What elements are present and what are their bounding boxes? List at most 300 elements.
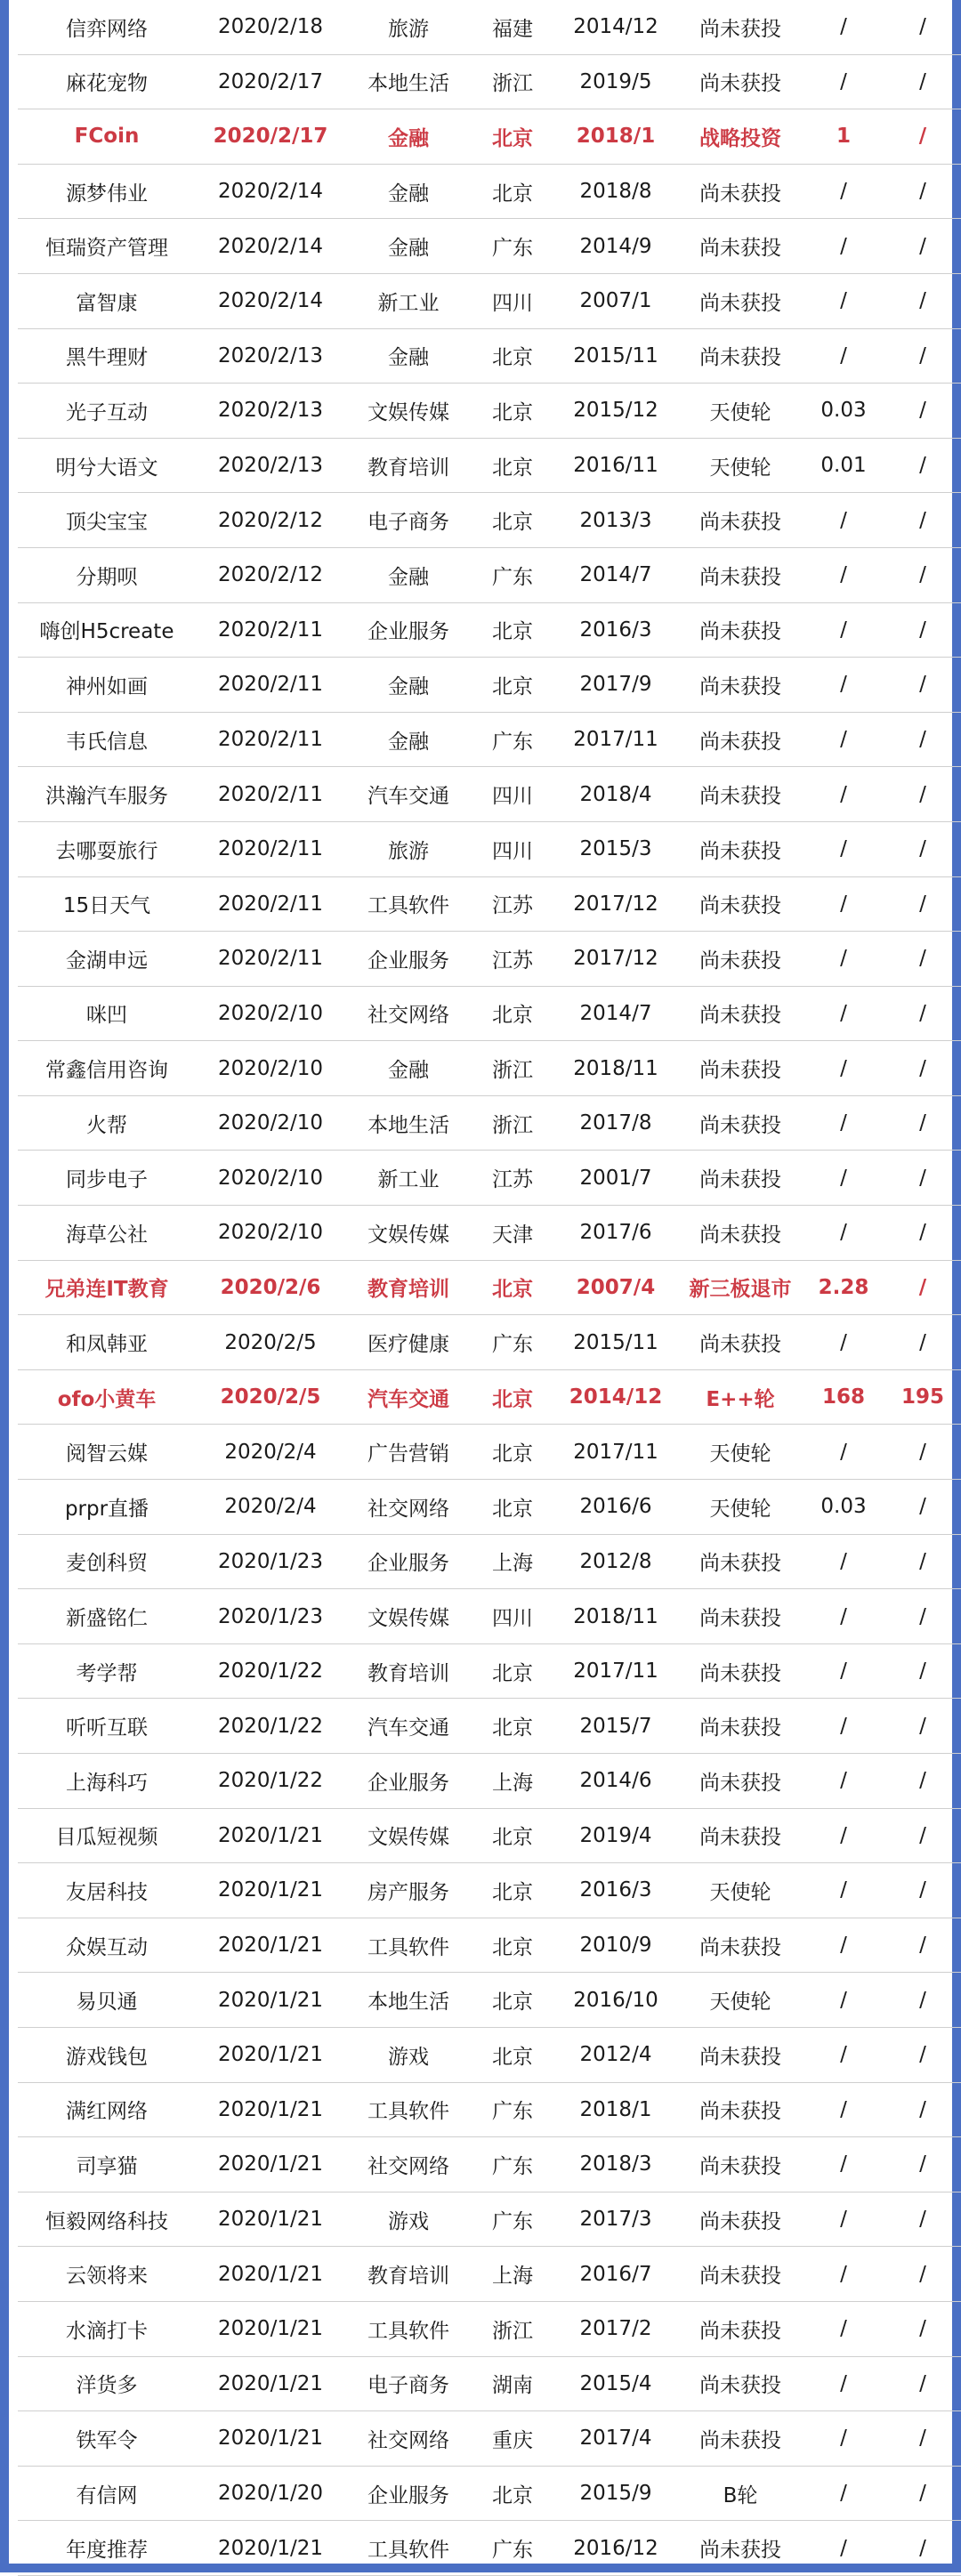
table-row	[18, 0, 961, 55]
founded-cell: 2015/7	[579, 1714, 652, 1738]
date-cell: 2020/2/14	[218, 234, 323, 258]
company-table	[18, 0, 961, 2576]
province-cell: 北京	[492, 1880, 533, 1904]
province-cell: 上海	[492, 2265, 533, 2289]
valuation-cell: /	[919, 1988, 926, 2012]
founded-cell: 2017/11	[573, 728, 658, 752]
valuation-cell: /	[919, 618, 926, 642]
date-cell: 2020/1/21	[218, 2427, 323, 2451]
founded-cell: 2001/7	[579, 1166, 652, 1190]
amount-cell: /	[840, 1988, 847, 2012]
company-name-cell: 海草公社	[66, 1223, 148, 1247]
founded-cell: 2016/10	[573, 1988, 658, 2012]
founded-cell: 2015/3	[579, 837, 652, 861]
company-name-cell: 司享猫	[76, 2154, 138, 2178]
funding-round-cell: 尚未获投	[699, 1552, 781, 1576]
industry-cell: 文娱传媒	[367, 1826, 449, 1850]
table-row	[18, 1535, 961, 1590]
funding-round-cell: 尚未获投	[699, 620, 781, 644]
province-cell: 广东	[492, 565, 533, 589]
company-name-cell: 年度推荐	[66, 2539, 148, 2563]
funding-round-cell: 天使轮	[709, 1991, 771, 2015]
amount-cell: /	[840, 892, 847, 916]
table-row	[18, 2192, 961, 2248]
valuation-cell: /	[919, 234, 926, 258]
date-cell: 2020/2/11	[218, 837, 323, 861]
province-cell: 北京	[492, 182, 533, 206]
funding-round-cell: 尚未获投	[699, 730, 781, 754]
funding-round-cell: 尚未获投	[699, 2539, 781, 2563]
company-name-cell: 洪瀚汽车服务	[45, 785, 168, 809]
table-row	[18, 329, 961, 384]
funding-round-cell: 尚未获投	[699, 565, 781, 589]
founded-cell: 2018/8	[579, 180, 652, 204]
valuation-cell: /	[919, 180, 926, 204]
company-name-cell: 有信网	[76, 2483, 138, 2507]
founded-cell: 2014/12	[573, 15, 658, 39]
industry-cell: 教育培训	[367, 2265, 449, 2289]
table-row	[18, 877, 961, 933]
province-cell: 天津	[492, 1223, 533, 1247]
funding-round-cell: 尚未获投	[699, 839, 781, 863]
valuation-cell: /	[919, 728, 926, 752]
industry-cell: 新工业	[377, 1168, 440, 1192]
founded-cell: 2018/11	[573, 1604, 658, 1628]
province-cell: 江苏	[492, 1168, 533, 1192]
industry-cell: 社交网络	[367, 1004, 449, 1028]
industry-cell: 广告营销	[367, 1442, 449, 1466]
company-name-cell: 顶尖宝宝	[66, 511, 148, 535]
date-cell: 2020/2/10	[218, 1001, 323, 1025]
table-row	[18, 165, 961, 220]
founded-cell: 2014/7	[579, 1001, 652, 1025]
date-cell: 2020/1/21	[218, 2536, 323, 2560]
founded-cell: 2012/8	[579, 1549, 652, 1573]
founded-cell: 2016/11	[573, 454, 658, 478]
table-row	[18, 2083, 961, 2138]
amount-cell: /	[840, 1111, 847, 1135]
funding-round-cell: 天使轮	[709, 1442, 771, 1466]
date-cell: 2020/1/22	[218, 1769, 323, 1793]
valuation-cell: /	[919, 1221, 926, 1245]
company-name-cell: 众娱互动	[66, 1935, 148, 1959]
industry-cell: 工具软件	[367, 2539, 449, 2563]
company-name-cell: 常鑫信用咨询	[45, 1059, 168, 1083]
funding-round-cell: 天使轮	[709, 456, 771, 480]
valuation-cell: /	[918, 125, 927, 149]
table-row	[18, 548, 961, 603]
date-cell: 2020/2/14	[218, 180, 323, 204]
valuation-cell: /	[919, 1549, 926, 1573]
province-cell: 浙江	[492, 1059, 533, 1083]
table-row	[18, 1918, 961, 1974]
company-name-cell: 火帮	[86, 1113, 127, 1137]
province-cell: 上海	[492, 1771, 533, 1795]
founded-cell: 2017/3	[579, 2208, 652, 2232]
company-name-cell: 恒毅网络科技	[45, 2209, 168, 2233]
province-cell: 广东	[492, 2100, 533, 2124]
funding-round-cell: 尚未获投	[699, 72, 781, 96]
table-row	[18, 2302, 961, 2357]
valuation-cell: /	[919, 2043, 926, 2067]
funding-round-cell: 尚未获投	[699, 1826, 781, 1850]
funding-round-cell: 尚未获投	[699, 1223, 781, 1247]
company-name-cell: 信弈网络	[66, 17, 148, 41]
table-row	[18, 987, 961, 1042]
table-row	[18, 1699, 961, 1754]
industry-cell: 社交网络	[367, 2154, 449, 2178]
company-name-cell: ofo小黄车	[57, 1387, 157, 1411]
date-cell: 2020/1/23	[218, 1549, 323, 1573]
industry-cell: 工具软件	[367, 2319, 449, 2343]
amount-cell: 0.03	[820, 399, 867, 423]
industry-cell: 文娱传媒	[367, 400, 449, 424]
date-cell: 2020/1/22	[218, 1659, 323, 1684]
province-cell: 广东	[492, 1333, 533, 1357]
valuation-cell: /	[919, 1934, 926, 1958]
table-row	[18, 1973, 961, 2028]
funding-round-cell: 天使轮	[709, 1497, 771, 1521]
amount-cell: /	[840, 1659, 847, 1684]
valuation-cell: /	[919, 399, 926, 423]
valuation-cell: /	[919, 2371, 926, 2395]
province-cell: 北京	[492, 346, 533, 370]
company-name-cell: 阅智云媒	[66, 1442, 148, 1466]
date-cell: 2020/2/13	[218, 399, 323, 423]
industry-cell: 企业服务	[367, 1771, 449, 1795]
date-cell: 2020/2/17	[213, 125, 328, 149]
amount-cell: /	[840, 1823, 847, 1847]
industry-cell: 游戏	[388, 2209, 429, 2233]
province-cell: 北京	[492, 1826, 533, 1850]
table-row	[18, 1425, 961, 1480]
amount-cell: /	[840, 2482, 847, 2506]
industry-cell: 企业服务	[367, 949, 449, 973]
industry-cell: 金融	[388, 674, 429, 699]
company-name-cell: 15日天气	[62, 894, 151, 918]
funding-round-cell: 尚未获投	[699, 1168, 781, 1192]
company-name-cell: 韦氏信息	[66, 730, 148, 754]
company-name-cell: 恒瑞资产管理	[45, 237, 168, 261]
founded-cell: 2017/11	[573, 1440, 658, 1464]
valuation-cell: /	[919, 15, 926, 39]
table-row	[18, 219, 961, 274]
amount-cell: /	[840, 782, 847, 806]
table-row	[18, 493, 961, 548]
amount-cell: /	[840, 837, 847, 861]
company-name-cell: 麻花宠物	[66, 72, 148, 96]
amount-cell: /	[840, 69, 847, 93]
amount-cell: /	[840, 2208, 847, 2232]
industry-cell: 汽车交通	[367, 785, 449, 809]
company-name-cell: 嗨创H5create	[39, 620, 174, 644]
table-row	[18, 274, 961, 329]
date-cell: 2020/1/21	[218, 2043, 323, 2067]
table-row	[18, 1206, 961, 1261]
founded-cell: 2016/6	[579, 1495, 652, 1519]
province-cell: 广东	[492, 2539, 533, 2563]
table-row	[18, 1041, 961, 1096]
funding-round-cell: 尚未获投	[699, 1004, 781, 1028]
industry-cell: 教育培训	[367, 1661, 449, 1685]
founded-cell: 2014/6	[579, 1769, 652, 1793]
funding-round-cell: 尚未获投	[699, 2100, 781, 2124]
industry-cell: 房产服务	[367, 1880, 449, 1904]
amount-cell: /	[840, 563, 847, 587]
valuation-cell: /	[919, 892, 926, 916]
table-row	[18, 2411, 961, 2467]
province-cell: 四川	[492, 1607, 533, 1631]
amount-cell: /	[840, 1934, 847, 1958]
funding-round-cell: 尚未获投	[699, 346, 781, 370]
company-name-cell: 兄弟连IT教育	[44, 1278, 169, 1302]
date-cell: 2020/2/5	[220, 1385, 321, 1409]
valuation-cell: /	[919, 2427, 926, 2451]
company-name-cell: 去哪耍旅行	[55, 839, 158, 863]
founded-cell: 2015/12	[573, 399, 658, 423]
company-name-cell: 新盛铭仁	[66, 1607, 148, 1631]
date-cell: 2020/2/4	[224, 1440, 317, 1464]
amount-cell: /	[840, 1056, 847, 1080]
valuation-cell: /	[918, 1275, 927, 1299]
founded-cell: 2007/4	[576, 1275, 656, 1299]
table-row	[18, 2467, 961, 2522]
industry-cell: 文娱传媒	[367, 1607, 449, 1631]
founded-cell: 2018/3	[579, 2152, 652, 2176]
amount-cell: /	[840, 15, 847, 39]
table-row	[18, 767, 961, 822]
province-cell: 北京	[492, 1935, 533, 1959]
amount-cell: /	[840, 289, 847, 313]
table-row	[18, 2521, 961, 2576]
amount-cell: /	[840, 1001, 847, 1025]
table-row	[18, 713, 961, 768]
founded-cell: 2016/7	[579, 2262, 652, 2286]
amount-cell: /	[840, 180, 847, 204]
valuation-cell: /	[919, 2536, 926, 2560]
valuation-cell: /	[919, 837, 926, 861]
funding-round-cell: B轮	[723, 2483, 758, 2507]
province-cell: 四川	[492, 785, 533, 809]
founded-cell: 2017/12	[573, 947, 658, 971]
province-cell: 北京	[492, 1497, 533, 1521]
company-name-cell: 和凤韩亚	[66, 1333, 148, 1357]
province-cell: 浙江	[492, 1113, 533, 1137]
amount-cell: 0.01	[820, 454, 867, 478]
company-name-cell: 同步电子	[66, 1168, 148, 1192]
funding-round-cell: 尚未获投	[699, 1333, 781, 1357]
province-cell: 北京	[492, 126, 533, 150]
funding-round-cell: 尚未获投	[699, 2265, 781, 2289]
founded-cell: 2018/1	[576, 125, 656, 149]
funding-round-cell: 尚未获投	[699, 1661, 781, 1685]
founded-cell: 2014/9	[579, 234, 652, 258]
funding-round-cell: 尚未获投	[699, 1771, 781, 1795]
funding-round-cell: 战略投资	[699, 126, 781, 150]
amount-cell: /	[840, 1769, 847, 1793]
valuation-cell: /	[919, 1659, 926, 1684]
valuation-cell: /	[919, 2262, 926, 2286]
date-cell: 2020/1/21	[218, 2262, 323, 2286]
date-cell: 2020/1/21	[218, 2097, 323, 2121]
table-row	[18, 1644, 961, 1700]
table-row	[18, 384, 961, 439]
province-cell: 广东	[492, 237, 533, 261]
province-cell: 上海	[492, 1552, 533, 1576]
valuation-cell: /	[919, 1878, 926, 1902]
company-name-cell: 考学帮	[76, 1661, 138, 1685]
valuation-cell: /	[919, 289, 926, 313]
date-cell: 2020/1/21	[218, 1934, 323, 1958]
valuation-cell: /	[919, 947, 926, 971]
founded-cell: 2017/11	[573, 1659, 658, 1684]
company-name-cell: 源梦伟业	[66, 182, 148, 206]
date-cell: 2020/1/21	[218, 1823, 323, 1847]
amount-cell: /	[840, 1604, 847, 1628]
date-cell: 2020/2/17	[218, 69, 323, 93]
province-cell: 湖南	[492, 2374, 533, 2398]
amount-cell: /	[840, 947, 847, 971]
founded-cell: 2014/7	[579, 563, 652, 587]
amount-cell: /	[840, 1166, 847, 1190]
province-cell: 四川	[492, 839, 533, 863]
table-row	[18, 1480, 961, 1535]
industry-cell: 本地生活	[367, 72, 449, 96]
funding-round-cell: 尚未获投	[699, 674, 781, 699]
industry-cell: 电子商务	[367, 2374, 449, 2398]
province-cell: 北京	[492, 456, 533, 480]
founded-cell: 2012/4	[579, 2043, 652, 2067]
industry-cell: 社交网络	[367, 1497, 449, 1521]
industry-cell: 社交网络	[367, 2428, 449, 2452]
industry-cell: 金融	[388, 182, 429, 206]
funding-round-cell: 尚未获投	[699, 1716, 781, 1740]
amount-cell: /	[840, 343, 847, 367]
province-cell: 北京	[492, 674, 533, 699]
company-name-cell: FCoin	[74, 125, 140, 149]
amount-cell: /	[840, 1878, 847, 1902]
date-cell: 2020/1/22	[218, 1714, 323, 1738]
date-cell: 2020/1/21	[218, 2152, 323, 2176]
province-cell: 北京	[492, 1991, 533, 2015]
founded-cell: 2016/3	[579, 618, 652, 642]
table-row	[18, 1809, 961, 1864]
company-name-cell: 洋货多	[76, 2374, 138, 2398]
valuation-cell: /	[919, 1111, 926, 1135]
valuation-cell: /	[919, 343, 926, 367]
date-cell: 2020/2/11	[218, 728, 323, 752]
table-row	[18, 1315, 961, 1370]
valuation-cell: /	[919, 69, 926, 93]
valuation-cell: /	[919, 1330, 926, 1354]
founded-cell: 2014/12	[569, 1385, 663, 1409]
valuation-cell: /	[919, 2152, 926, 2176]
valuation-cell: /	[919, 1495, 926, 1519]
founded-cell: 2010/9	[579, 1934, 652, 1958]
amount-cell: /	[840, 1440, 847, 1464]
table-row	[18, 2357, 961, 2412]
founded-cell: 2018/11	[573, 1056, 658, 1080]
valuation-cell: /	[919, 2208, 926, 2232]
industry-cell: 汽车交通	[367, 1387, 449, 1411]
date-cell: 2020/1/23	[218, 1604, 323, 1628]
amount-cell: /	[840, 1221, 847, 1245]
amount-cell: 168	[821, 1385, 865, 1409]
amount-cell: /	[840, 1549, 847, 1573]
industry-cell: 文娱传媒	[367, 1223, 449, 1247]
funding-round-cell: 尚未获投	[699, 785, 781, 809]
date-cell: 2020/1/21	[218, 2208, 323, 2232]
amount-cell: /	[840, 234, 847, 258]
funding-round-cell: 尚未获投	[699, 511, 781, 535]
funding-round-cell: 尚未获投	[699, 2045, 781, 2069]
valuation-cell: /	[919, 508, 926, 532]
founded-cell: 2017/8	[579, 1111, 652, 1135]
date-cell: 2020/2/13	[218, 343, 323, 367]
industry-cell: 金融	[388, 730, 429, 754]
funding-round-cell: 天使轮	[709, 1880, 771, 1904]
date-cell: 2020/2/14	[218, 289, 323, 313]
industry-cell: 汽车交通	[367, 1716, 449, 1740]
province-cell: 北京	[492, 1442, 533, 1466]
company-name-cell: 麦创科贸	[66, 1552, 148, 1576]
valuation-cell: /	[919, 2317, 926, 2341]
date-cell: 2020/2/11	[218, 673, 323, 697]
industry-cell: 金融	[388, 126, 429, 150]
founded-cell: 2015/11	[573, 343, 658, 367]
founded-cell: 2019/4	[579, 1823, 652, 1847]
valuation-cell: /	[919, 1769, 926, 1793]
table-row	[18, 1151, 961, 1206]
amount-cell: /	[840, 508, 847, 532]
date-cell: 2020/2/11	[218, 618, 323, 642]
table-row	[18, 1754, 961, 1809]
amount-cell: /	[840, 2262, 847, 2286]
funding-round-cell: 尚未获投	[699, 2374, 781, 2398]
table-row	[18, 2137, 961, 2192]
amount-cell: /	[840, 2427, 847, 2451]
funding-round-cell: 尚未获投	[699, 1059, 781, 1083]
table-row	[18, 1096, 961, 1151]
date-cell: 2020/1/21	[218, 1878, 323, 1902]
funding-round-cell: 尚未获投	[699, 2154, 781, 2178]
province-cell: 重庆	[492, 2428, 533, 2452]
founded-cell: 2007/1	[579, 289, 652, 313]
date-cell: 2020/2/11	[218, 782, 323, 806]
table-row	[18, 932, 961, 987]
industry-cell: 金融	[388, 237, 429, 261]
founded-cell: 2016/12	[573, 2536, 658, 2560]
industry-cell: 金融	[388, 565, 429, 589]
table-row	[18, 2247, 961, 2302]
industry-cell: 新工业	[377, 291, 440, 315]
province-cell: 浙江	[492, 72, 533, 96]
amount-cell: /	[840, 1714, 847, 1738]
date-cell: 2020/1/21	[218, 2371, 323, 2395]
industry-cell: 旅游	[388, 17, 429, 41]
province-cell: 北京	[492, 1661, 533, 1685]
table-row	[18, 109, 961, 165]
funding-round-cell: 尚未获投	[699, 894, 781, 918]
industry-cell: 工具软件	[367, 1935, 449, 1959]
founded-cell: 2017/12	[573, 892, 658, 916]
amount-cell: /	[840, 2317, 847, 2341]
industry-cell: 医疗健康	[367, 1333, 449, 1357]
amount-cell: /	[840, 2043, 847, 2067]
funding-round-cell: 天使轮	[709, 400, 771, 424]
company-name-cell: 神州如画	[66, 674, 148, 699]
valuation-cell: /	[919, 1604, 926, 1628]
